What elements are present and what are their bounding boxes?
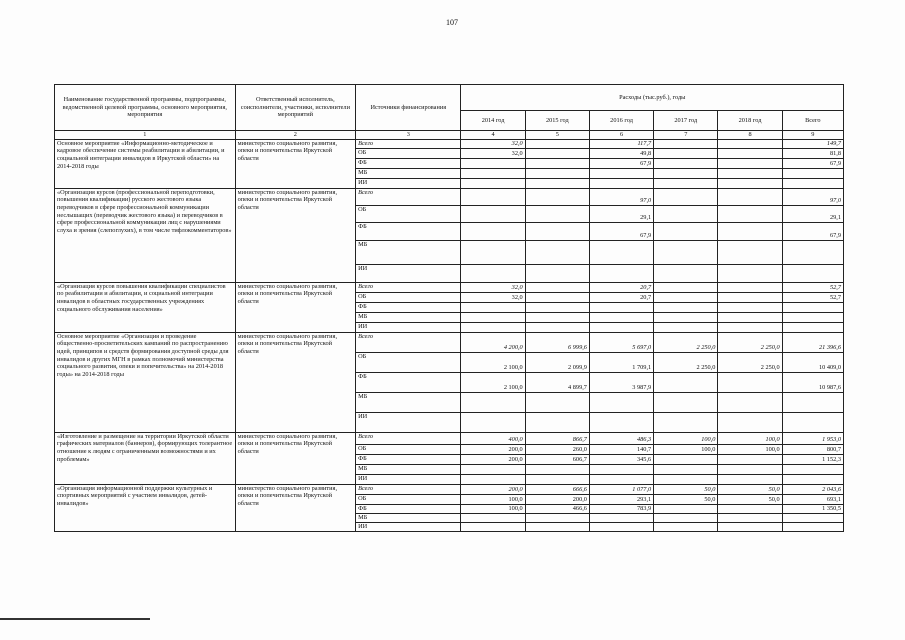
value-cell: [718, 302, 782, 312]
header-year: 2016 год: [589, 111, 653, 131]
value-cell: [461, 188, 525, 205]
value-cell: 100,0: [718, 444, 782, 454]
value-cell: 50,0: [718, 494, 782, 504]
source-cell: Всего: [356, 332, 461, 352]
value-cell: [718, 139, 782, 148]
budget-table-body: [55, 139, 844, 531]
value-cell: 97,0: [589, 188, 653, 205]
value-cell: [718, 282, 782, 292]
value-cell: [782, 392, 843, 412]
value-cell: [525, 522, 589, 531]
value-cell: [782, 240, 843, 264]
value-cell: [718, 292, 782, 302]
executor-cell: министерство социального развития, опеки и попечительства Иркутской области: [235, 188, 355, 282]
value-cell: [654, 312, 718, 322]
source-cell: ИИ: [356, 474, 461, 484]
value-cell: [718, 240, 782, 264]
value-cell: [654, 302, 718, 312]
value-cell: [525, 392, 589, 412]
page-edge-rule: [0, 618, 150, 620]
activity-name-cell: «Организация курсов повышения квалификации специалистов по реабилитации и абилитации, и социальной интеграции инвалидов в областных государственных учреждениях социального обслуживания населения»: [55, 282, 236, 332]
value-cell: [654, 464, 718, 474]
column-index: 6: [589, 131, 653, 140]
value-cell: 100,0: [654, 444, 718, 454]
source-cell: Всего: [356, 432, 461, 444]
value-cell: [782, 464, 843, 474]
source-cell: ИИ: [356, 178, 461, 188]
value-cell: [525, 205, 589, 222]
value-cell: [718, 513, 782, 522]
source-cell: ИИ: [356, 522, 461, 531]
value-cell: [782, 522, 843, 531]
value-cell: 20,7: [589, 282, 653, 292]
value-cell: [782, 264, 843, 282]
value-cell: 1 953,0: [782, 432, 843, 444]
value-cell: 1 152,3: [782, 454, 843, 464]
value-cell: [782, 513, 843, 522]
value-cell: 666,6: [525, 484, 589, 494]
value-cell: [718, 392, 782, 412]
value-cell: [525, 312, 589, 322]
value-cell: [654, 205, 718, 222]
header-source: Источники финансирования: [356, 85, 461, 131]
value-cell: [525, 148, 589, 158]
column-index: 1: [55, 131, 236, 140]
value-cell: [461, 513, 525, 522]
value-cell: 140,7: [589, 444, 653, 454]
table-row: [55, 139, 844, 148]
executor-cell: министерство социального развития, опеки и попечительства Иркутской области: [235, 282, 355, 332]
value-cell: 50,0: [718, 484, 782, 494]
value-cell: [461, 168, 525, 178]
page-number: 107: [446, 18, 458, 27]
source-cell: ИИ: [356, 412, 461, 432]
value-cell: 783,9: [589, 504, 653, 513]
value-cell: 67,9: [782, 222, 843, 240]
value-cell: [654, 178, 718, 188]
budget-table: [54, 84, 844, 532]
value-cell: 117,7: [589, 139, 653, 148]
source-cell: ОБ: [356, 494, 461, 504]
value-cell: [782, 302, 843, 312]
value-cell: [461, 264, 525, 282]
value-cell: 21 396,6: [782, 332, 843, 352]
value-cell: [654, 148, 718, 158]
value-cell: 466,6: [525, 504, 589, 513]
value-cell: [654, 412, 718, 432]
value-cell: [654, 474, 718, 484]
value-cell: [718, 312, 782, 322]
value-cell: [461, 412, 525, 432]
value-cell: 52,7: [782, 292, 843, 302]
value-cell: [525, 158, 589, 168]
value-cell: [589, 178, 653, 188]
source-cell: МБ: [356, 168, 461, 178]
value-cell: [525, 188, 589, 205]
value-cell: [718, 148, 782, 158]
value-cell: [525, 240, 589, 264]
value-cell: [782, 178, 843, 188]
source-cell: ФБ: [356, 454, 461, 464]
header-executor: Ответственный исполнитель, соисполнители, участники, исполнители мероприятий: [235, 85, 355, 131]
value-cell: [718, 205, 782, 222]
column-index: 8: [718, 131, 782, 140]
value-cell: [525, 178, 589, 188]
value-cell: 260,0: [525, 444, 589, 454]
value-cell: [782, 312, 843, 322]
value-cell: 4 899,7: [525, 372, 589, 392]
executor-cell: министерство социального развития, опеки и попечительства Иркутской области: [235, 484, 355, 531]
value-cell: 50,0: [654, 494, 718, 504]
source-cell: ОБ: [356, 148, 461, 158]
value-cell: 149,7: [782, 139, 843, 148]
source-cell: ОБ: [356, 444, 461, 454]
value-cell: [461, 205, 525, 222]
value-cell: 6 999,6: [525, 332, 589, 352]
source-cell: ИИ: [356, 322, 461, 332]
value-cell: 81,8: [782, 148, 843, 158]
value-cell: [654, 504, 718, 513]
value-cell: [461, 464, 525, 474]
value-cell: [782, 474, 843, 484]
value-cell: [589, 168, 653, 178]
value-cell: 1 350,5: [782, 504, 843, 513]
value-cell: [525, 474, 589, 484]
value-cell: [589, 264, 653, 282]
value-cell: 100,0: [461, 494, 525, 504]
source-cell: ИИ: [356, 264, 461, 282]
value-cell: [525, 292, 589, 302]
value-cell: [718, 454, 782, 464]
value-cell: 2 250,0: [718, 332, 782, 352]
value-cell: 293,1: [589, 494, 653, 504]
value-cell: 32,0: [461, 292, 525, 302]
value-cell: [654, 454, 718, 464]
activity-name-cell: «Изготовление и размещение на территории Иркутской области графических материалов (баннеров), формирующих толерантное отношение к людям с ограниченными возможностями и их проблемам»: [55, 432, 236, 484]
value-cell: [461, 158, 525, 168]
value-cell: 486,3: [589, 432, 653, 444]
source-cell: ФБ: [356, 302, 461, 312]
value-cell: [718, 464, 782, 474]
column-index: 4: [461, 131, 525, 140]
value-cell: [461, 474, 525, 484]
executor-cell: министерство социального развития, опеки и попечительства Иркутской области: [235, 332, 355, 432]
source-cell: Всего: [356, 139, 461, 148]
value-cell: [525, 264, 589, 282]
value-cell: [589, 392, 653, 412]
activity-name-cell: Основное мероприятие «Организация и проведение общественно-просветительских кампаний по распространению идей, принципов и средств формирования доступной среды для инвалидов и других МГН в рамках полномочий министерства социального развития, опеки и попечительства» на 2014-2018 годы» на 2014-2018 годы: [55, 332, 236, 432]
value-cell: [782, 412, 843, 432]
value-cell: 67,9: [589, 222, 653, 240]
value-cell: 49,8: [589, 148, 653, 158]
value-cell: 2 250,0: [718, 352, 782, 372]
value-cell: [654, 513, 718, 522]
value-cell: 32,0: [461, 148, 525, 158]
value-cell: [525, 513, 589, 522]
value-cell: [525, 139, 589, 148]
table-row: [55, 484, 844, 494]
header-year: 2014 год: [461, 111, 525, 131]
value-cell: 200,0: [461, 444, 525, 454]
value-cell: [718, 158, 782, 168]
table-row: [55, 282, 844, 292]
source-cell: ОБ: [356, 292, 461, 302]
value-cell: 29,1: [782, 205, 843, 222]
value-cell: [589, 464, 653, 474]
header-year: 2018 год: [718, 111, 782, 131]
value-cell: 10 987,6: [782, 372, 843, 392]
value-cell: 29,1: [589, 205, 653, 222]
value-cell: [525, 412, 589, 432]
value-cell: 2 100,0: [461, 372, 525, 392]
value-cell: [525, 222, 589, 240]
value-cell: 2 100,0: [461, 352, 525, 372]
value-cell: 3 987,9: [589, 372, 653, 392]
executor-cell: министерство социального развития, опеки и попечительства Иркутской области: [235, 432, 355, 484]
value-cell: 200,0: [461, 454, 525, 464]
activity-name-cell: «Организация информационной поддержки культурных и спортивных мероприятий с участием инвалидов, детей-инвалидов»: [55, 484, 236, 531]
value-cell: 50,0: [654, 484, 718, 494]
value-cell: [718, 504, 782, 513]
value-cell: [525, 168, 589, 178]
value-cell: [718, 178, 782, 188]
column-index: 2: [235, 131, 355, 140]
value-cell: [525, 322, 589, 332]
source-cell: ФБ: [356, 222, 461, 240]
activity-name-cell: Основное мероприятие «Информационно-методическое и кадровое обеспечение системы реабилитации и абилитации, и социальной интеграции инвалидов в Иркутской области» на 2014-2018 годы: [55, 139, 236, 188]
source-cell: Всего: [356, 484, 461, 494]
column-index: 7: [654, 131, 718, 140]
source-cell: МБ: [356, 312, 461, 322]
value-cell: 866,7: [525, 432, 589, 444]
value-cell: 100,0: [718, 432, 782, 444]
value-cell: 32,0: [461, 139, 525, 148]
value-cell: 4 200,0: [461, 332, 525, 352]
column-index: 9: [782, 131, 843, 140]
value-cell: 100,0: [461, 504, 525, 513]
value-cell: [654, 240, 718, 264]
column-index: 5: [525, 131, 589, 140]
value-cell: 2 250,0: [654, 352, 718, 372]
value-cell: 20,7: [589, 292, 653, 302]
value-cell: [718, 474, 782, 484]
value-cell: 2 043,6: [782, 484, 843, 494]
value-cell: [461, 302, 525, 312]
source-cell: ОБ: [356, 352, 461, 372]
source-cell: Всего: [356, 188, 461, 205]
table-row: [55, 332, 844, 352]
value-cell: 97,0: [782, 188, 843, 205]
value-cell: [654, 372, 718, 392]
source-cell: МБ: [356, 240, 461, 264]
table-row: [55, 188, 844, 205]
value-cell: [718, 222, 782, 240]
value-cell: 10 409,0: [782, 352, 843, 372]
value-cell: [782, 322, 843, 332]
value-cell: 345,6: [589, 454, 653, 464]
value-cell: [654, 168, 718, 178]
value-cell: [589, 302, 653, 312]
value-cell: 1 077,0: [589, 484, 653, 494]
value-cell: [782, 168, 843, 178]
value-cell: [461, 322, 525, 332]
value-cell: 32,0: [461, 282, 525, 292]
value-cell: [589, 412, 653, 432]
value-cell: [589, 312, 653, 322]
value-cell: [461, 312, 525, 322]
source-cell: ФБ: [356, 372, 461, 392]
value-cell: [718, 168, 782, 178]
value-cell: 400,0: [461, 432, 525, 444]
value-cell: [461, 178, 525, 188]
value-cell: 5 697,0: [589, 332, 653, 352]
value-cell: [461, 522, 525, 531]
value-cell: [654, 322, 718, 332]
value-cell: 52,7: [782, 282, 843, 292]
activity-name-cell: «Организация курсов (профессиональной переподготовки, повышения квалификации) русского жестового языка переводчиков в сфере профессиональной коммуникации неслышащих (переводчик жестового языка) и переводчиков в сфере профессиональной коммуникации лиц с нарушениями слуха и зрения (слепоглухих), в том числе тифлокомментаторов»: [55, 188, 236, 282]
value-cell: [718, 522, 782, 531]
header-expenses: Расходы (тыс.руб.), годы: [461, 85, 844, 111]
value-cell: [461, 392, 525, 412]
value-cell: 800,7: [782, 444, 843, 454]
header-name: Наименование государственной программы, подпрограммы, ведомственной целевой программы, основного мероприятия, мероприятия: [55, 85, 236, 131]
source-cell: МБ: [356, 513, 461, 522]
value-cell: [718, 264, 782, 282]
source-cell: ФБ: [356, 504, 461, 513]
value-cell: [525, 464, 589, 474]
value-cell: [718, 412, 782, 432]
value-cell: [654, 264, 718, 282]
executor-cell: министерство социального развития, опеки и попечительства Иркутской области: [235, 139, 355, 188]
value-cell: [654, 292, 718, 302]
value-cell: [589, 322, 653, 332]
value-cell: [589, 240, 653, 264]
value-cell: 2 099,9: [525, 352, 589, 372]
source-cell: Всего: [356, 282, 461, 292]
value-cell: 606,7: [525, 454, 589, 464]
value-cell: [654, 282, 718, 292]
value-cell: [461, 222, 525, 240]
value-cell: [525, 302, 589, 312]
value-cell: [654, 522, 718, 531]
header-total: Всего: [782, 111, 843, 131]
value-cell: [718, 322, 782, 332]
value-cell: 2 250,0: [654, 332, 718, 352]
source-cell: ОБ: [356, 205, 461, 222]
value-cell: [718, 188, 782, 205]
value-cell: 67,9: [782, 158, 843, 168]
value-cell: 693,1: [782, 494, 843, 504]
value-cell: [718, 372, 782, 392]
source-cell: ФБ: [356, 158, 461, 168]
column-index: 3: [356, 131, 461, 140]
value-cell: [461, 240, 525, 264]
value-cell: 67,9: [589, 158, 653, 168]
value-cell: 200,0: [525, 494, 589, 504]
header-year: 2015 год: [525, 111, 589, 131]
value-cell: 100,0: [654, 432, 718, 444]
value-cell: [525, 282, 589, 292]
table-row: [55, 432, 844, 444]
value-cell: [654, 392, 718, 412]
value-cell: [654, 158, 718, 168]
source-cell: МБ: [356, 392, 461, 412]
source-cell: МБ: [356, 464, 461, 474]
value-cell: [589, 513, 653, 522]
value-cell: [589, 474, 653, 484]
column-index-row: [55, 131, 844, 140]
header-year: 2017 год: [654, 111, 718, 131]
value-cell: [654, 139, 718, 148]
value-cell: [589, 522, 653, 531]
value-cell: [654, 188, 718, 205]
value-cell: [654, 222, 718, 240]
value-cell: 200,0: [461, 484, 525, 494]
value-cell: 1 709,1: [589, 352, 653, 372]
